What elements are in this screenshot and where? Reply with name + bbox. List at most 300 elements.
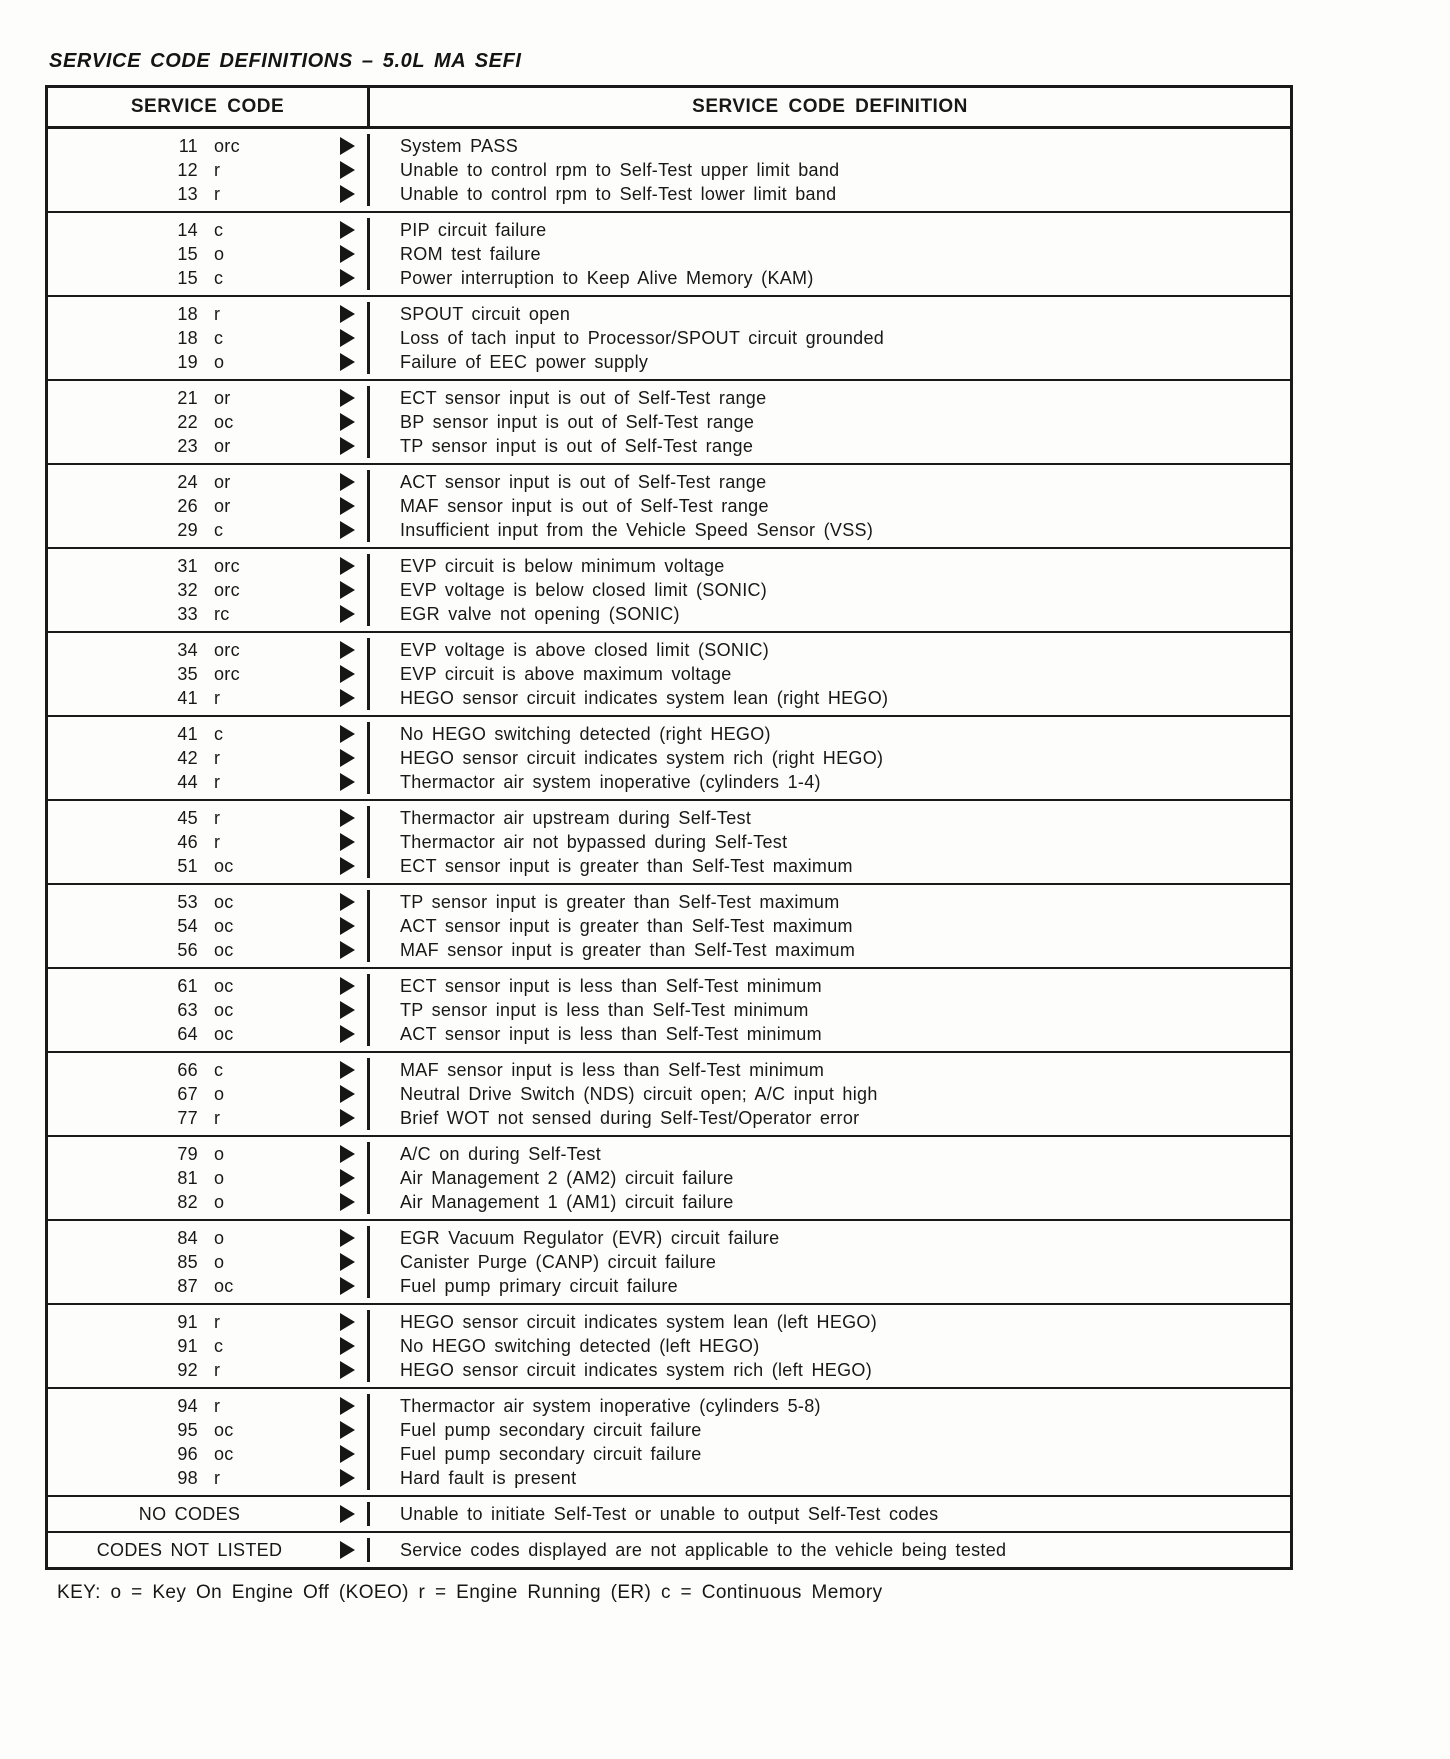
table-row xyxy=(48,1538,1290,1562)
code-number: 84 xyxy=(177,1228,198,1248)
arrow-icon xyxy=(340,1109,355,1127)
service-code-cell xyxy=(48,494,370,518)
table-row xyxy=(48,938,1290,962)
definition-text: Hard fault is present xyxy=(400,1468,577,1488)
definition-cell xyxy=(370,1106,1290,1130)
table-row xyxy=(48,434,1290,458)
code-group xyxy=(48,1531,1290,1567)
definition-cell xyxy=(370,770,1290,794)
table-row xyxy=(48,182,1290,206)
code-number: 87 xyxy=(177,1276,198,1296)
table-row xyxy=(48,302,1290,326)
code-number: 19 xyxy=(177,352,198,372)
table-row xyxy=(48,1082,1290,1106)
definition-text: BP sensor input is out of Self-Test range xyxy=(400,412,755,432)
definition-cell xyxy=(370,182,1290,206)
code-mode: or xyxy=(214,496,231,516)
arrow-icon xyxy=(340,1361,355,1379)
arrow-icon xyxy=(340,1229,355,1247)
definition-cell xyxy=(370,158,1290,182)
table-row xyxy=(48,1394,1290,1418)
service-code-cell xyxy=(48,182,370,206)
definition-text: EGR valve not opening (SONIC) xyxy=(400,604,680,624)
arrow-icon xyxy=(340,809,355,827)
definition-text: Brief WOT not sensed during Self-Test/Operator error xyxy=(400,1108,860,1128)
code-number: 98 xyxy=(177,1468,198,1488)
code-number: 85 xyxy=(177,1252,198,1272)
code-number: 23 xyxy=(177,436,198,456)
code-mode: oc xyxy=(214,412,234,432)
code-mode: oc xyxy=(214,1000,234,1020)
service-code-cell xyxy=(48,806,370,830)
service-code-cell xyxy=(48,1226,370,1250)
arrow-icon xyxy=(340,245,355,263)
code-mode: rc xyxy=(214,604,230,624)
code-label: NO CODES xyxy=(138,1504,241,1524)
table-row xyxy=(48,134,1290,158)
service-code-cell xyxy=(48,470,370,494)
code-number: 91 xyxy=(177,1336,198,1356)
code-mode: oc xyxy=(214,1420,234,1440)
definition-cell xyxy=(370,1142,1290,1166)
code-number: 94 xyxy=(177,1396,198,1416)
code-label: CODES NOT LISTED xyxy=(96,1540,283,1560)
service-code-cell xyxy=(48,1142,370,1166)
definition-text: HEGO sensor circuit indicates system rich (left HEGO) xyxy=(400,1360,873,1380)
code-number: 81 xyxy=(177,1168,198,1188)
service-code-cell xyxy=(48,638,370,662)
code-group xyxy=(48,1051,1290,1135)
definition-text: HEGO sensor circuit indicates system rich (right HEGO) xyxy=(400,748,884,768)
code-group xyxy=(48,715,1290,799)
code-group xyxy=(48,1219,1290,1303)
code-mode: oc xyxy=(214,892,234,912)
definition-text: A/C on during Self-Test xyxy=(400,1144,601,1164)
arrow-icon xyxy=(340,557,355,575)
definition-text: SPOUT circuit open xyxy=(400,304,571,324)
definition-text: Neutral Drive Switch (NDS) circuit open; A/C input high xyxy=(400,1084,878,1104)
code-mode: or xyxy=(214,472,231,492)
definition-cell xyxy=(370,1082,1290,1106)
definition-cell xyxy=(370,854,1290,878)
service-code-cell xyxy=(48,1022,370,1046)
arrow-icon xyxy=(340,1001,355,1019)
definition-cell xyxy=(370,1226,1290,1250)
column-header-definition: SERVICE CODE DEFINITION xyxy=(692,96,968,117)
code-number: 53 xyxy=(177,892,198,912)
service-code-cell xyxy=(48,602,370,626)
service-code-cell xyxy=(48,722,370,746)
definition-text: ACT sensor input is greater than Self-Test maximum xyxy=(400,916,853,936)
definition-text: HEGO sensor circuit indicates system lean (left HEGO) xyxy=(400,1312,878,1332)
arrow-icon xyxy=(340,1445,355,1463)
service-code-cell xyxy=(48,578,370,602)
table-row xyxy=(48,662,1290,686)
definition-text: PIP circuit failure xyxy=(400,220,547,240)
service-code-document xyxy=(45,50,1293,1604)
arrow-icon xyxy=(340,641,355,659)
table-row xyxy=(48,326,1290,350)
definition-text: Unable to control rpm to Self-Test lower limit band xyxy=(400,184,837,204)
table-row xyxy=(48,890,1290,914)
definition-cell xyxy=(370,410,1290,434)
definition-cell xyxy=(370,470,1290,494)
code-mode: r xyxy=(214,1108,221,1128)
code-mode: o xyxy=(214,1252,225,1272)
code-mode: r xyxy=(214,1312,221,1332)
service-code-cell xyxy=(48,974,370,998)
table-row xyxy=(48,1274,1290,1298)
definition-cell xyxy=(370,578,1290,602)
code-group xyxy=(48,1303,1290,1387)
table-row xyxy=(48,914,1290,938)
table-row xyxy=(48,494,1290,518)
service-code-cell xyxy=(48,914,370,938)
arrow-icon xyxy=(340,917,355,935)
arrow-icon xyxy=(340,893,355,911)
code-number: 12 xyxy=(177,160,198,180)
arrow-icon xyxy=(340,1169,355,1187)
code-number: 42 xyxy=(177,748,198,768)
code-number: 66 xyxy=(177,1060,198,1080)
service-code-cell xyxy=(48,770,370,794)
arrow-icon xyxy=(340,389,355,407)
definition-cell xyxy=(370,386,1290,410)
service-code-cell xyxy=(48,746,370,770)
arrow-icon xyxy=(340,353,355,371)
code-number: 61 xyxy=(177,976,198,996)
code-mode: oc xyxy=(214,1024,234,1044)
arrow-icon xyxy=(340,329,355,347)
definition-text: Power interruption to Keep Alive Memory (KAM) xyxy=(400,268,814,288)
service-code-cell xyxy=(48,1166,370,1190)
service-code-cell xyxy=(48,554,370,578)
definition-cell xyxy=(370,1334,1290,1358)
service-code-cell xyxy=(48,518,370,542)
code-number: 67 xyxy=(177,1084,198,1104)
table-row xyxy=(48,806,1290,830)
definition-cell xyxy=(370,434,1290,458)
table-row xyxy=(48,1310,1290,1334)
definition-text: TP sensor input is greater than Self-Test maximum xyxy=(400,892,840,912)
definition-cell xyxy=(370,1442,1290,1466)
code-mode: orc xyxy=(214,580,240,600)
code-mode: orc xyxy=(214,556,240,576)
arrow-icon xyxy=(340,305,355,323)
arrow-icon xyxy=(340,413,355,431)
service-code-cell xyxy=(48,218,370,242)
table-row xyxy=(48,1466,1290,1490)
code-number: 14 xyxy=(177,220,198,240)
service-code-cell xyxy=(48,242,370,266)
definition-cell xyxy=(370,494,1290,518)
definition-cell xyxy=(370,1190,1290,1214)
arrow-icon xyxy=(340,749,355,767)
table-row xyxy=(48,686,1290,710)
arrow-icon xyxy=(340,161,355,179)
code-number: 56 xyxy=(177,940,198,960)
code-group xyxy=(48,1135,1290,1219)
definition-text: EVP voltage is below closed limit (SONIC) xyxy=(400,580,768,600)
table-row xyxy=(48,974,1290,998)
code-number: 29 xyxy=(177,520,198,540)
service-code-cell xyxy=(48,662,370,686)
code-mode: c xyxy=(214,328,224,348)
definition-cell xyxy=(370,806,1290,830)
code-number: 13 xyxy=(177,184,198,204)
service-code-cell xyxy=(48,1538,370,1562)
definition-text: EVP circuit is below minimum voltage xyxy=(400,556,725,576)
code-number: 15 xyxy=(177,244,198,264)
table-row xyxy=(48,746,1290,770)
definition-cell xyxy=(370,350,1290,374)
code-group xyxy=(48,1495,1290,1531)
table-row xyxy=(48,518,1290,542)
code-group xyxy=(48,295,1290,379)
code-mode: or xyxy=(214,436,231,456)
code-group xyxy=(48,631,1290,715)
code-number: 32 xyxy=(177,580,198,600)
arrow-icon xyxy=(340,221,355,239)
service-code-cell xyxy=(48,410,370,434)
code-mode: orc xyxy=(214,640,240,660)
definition-cell xyxy=(370,218,1290,242)
table-header-row xyxy=(48,88,1290,129)
table-row xyxy=(48,386,1290,410)
definition-text: Air Management 2 (AM2) circuit failure xyxy=(400,1168,734,1188)
definition-text: EVP voltage is above closed limit (SONIC) xyxy=(400,640,770,660)
column-header-service-code: SERVICE CODE xyxy=(48,88,370,126)
code-group xyxy=(48,379,1290,463)
code-number: 95 xyxy=(177,1420,198,1440)
definition-text: ROM test failure xyxy=(400,244,541,264)
definition-cell xyxy=(370,554,1290,578)
code-number: 64 xyxy=(177,1024,198,1044)
definition-cell xyxy=(370,662,1290,686)
definition-cell xyxy=(370,1394,1290,1418)
code-mode: or xyxy=(214,388,231,408)
service-code-cell xyxy=(48,1442,370,1466)
service-code-cell xyxy=(48,266,370,290)
arrow-icon xyxy=(340,725,355,743)
page-title: SERVICE CODE DEFINITIONS – 5.0L MA SEFI xyxy=(49,50,522,72)
service-code-cell xyxy=(48,1502,370,1526)
table-row xyxy=(48,1022,1290,1046)
service-code-cell xyxy=(48,1358,370,1382)
arrow-icon xyxy=(340,1253,355,1271)
definition-text: ECT sensor input is greater than Self-Test maximum xyxy=(400,856,853,876)
table-row xyxy=(48,1358,1290,1382)
code-mode: c xyxy=(214,1060,224,1080)
definition-text: Unable to control rpm to Self-Test upper limit band xyxy=(400,160,840,180)
definition-text: ACT sensor input is out of Self-Test range xyxy=(400,472,767,492)
definition-text: ECT sensor input is out of Self-Test range xyxy=(400,388,767,408)
definition-cell xyxy=(370,302,1290,326)
code-mode: oc xyxy=(214,1276,234,1296)
service-code-cell xyxy=(48,1418,370,1442)
service-code-cell xyxy=(48,1082,370,1106)
code-mode: o xyxy=(214,1144,225,1164)
code-mode: oc xyxy=(214,976,234,996)
definition-text: Failure of EEC power supply xyxy=(400,352,649,372)
service-code-cell xyxy=(48,302,370,326)
arrow-icon xyxy=(340,137,355,155)
definition-cell xyxy=(370,1274,1290,1298)
definition-text: ACT sensor input is less than Self-Test minimum xyxy=(400,1024,822,1044)
arrow-icon xyxy=(340,473,355,491)
code-number: 26 xyxy=(177,496,198,516)
arrow-icon xyxy=(340,1421,355,1439)
definition-text: Thermactor air system inoperative (cylinders 1-4) xyxy=(400,772,821,792)
service-code-cell xyxy=(48,386,370,410)
code-mode: orc xyxy=(214,136,240,156)
definition-text: System PASS xyxy=(400,136,519,156)
definition-text: Loss of tach input to Processor/SPOUT circuit grounded xyxy=(400,328,885,348)
definition-cell xyxy=(370,938,1290,962)
definition-cell xyxy=(370,602,1290,626)
code-number: 92 xyxy=(177,1360,198,1380)
definition-text: Thermactor air not bypassed during Self-Test xyxy=(400,832,788,852)
code-number: 77 xyxy=(177,1108,198,1128)
definition-text: EGR Vacuum Regulator (EVR) circuit failure xyxy=(400,1228,780,1248)
code-group xyxy=(48,799,1290,883)
arrow-icon xyxy=(340,1313,355,1331)
definition-text: Unable to initiate Self-Test or unable to output Self-Test codes xyxy=(400,1504,939,1524)
arrow-icon xyxy=(340,605,355,623)
code-group xyxy=(48,883,1290,967)
table-row xyxy=(48,998,1290,1022)
code-number: 18 xyxy=(177,304,198,324)
service-code-cell xyxy=(48,1250,370,1274)
arrow-icon xyxy=(340,269,355,287)
definition-text: Fuel pump primary circuit failure xyxy=(400,1276,678,1296)
key-legend: KEY: o = Key On Engine Off (KOEO) r = Engine Running (ER) c = Continuous Memory xyxy=(57,1582,883,1603)
definition-cell xyxy=(370,518,1290,542)
table-row xyxy=(48,1226,1290,1250)
service-code-cell xyxy=(48,1466,370,1490)
table-row xyxy=(48,638,1290,662)
service-code-table-body xyxy=(48,129,1290,1567)
definition-text: Canister Purge (CANP) circuit failure xyxy=(400,1252,717,1272)
code-mode: oc xyxy=(214,856,234,876)
service-code-cell xyxy=(48,326,370,350)
table-row xyxy=(48,158,1290,182)
table-row xyxy=(48,1190,1290,1214)
definition-cell xyxy=(370,1502,1290,1526)
code-mode: o xyxy=(214,244,225,264)
table-row xyxy=(48,770,1290,794)
code-mode: c xyxy=(214,520,224,540)
service-code-cell xyxy=(48,134,370,158)
arrow-icon xyxy=(340,497,355,515)
code-mode: c xyxy=(214,724,224,744)
table-row xyxy=(48,602,1290,626)
arrow-icon xyxy=(340,857,355,875)
code-number: 33 xyxy=(177,604,198,624)
service-code-cell xyxy=(48,686,370,710)
service-code-cell xyxy=(48,1274,370,1298)
table-row xyxy=(48,1418,1290,1442)
definition-cell xyxy=(370,1358,1290,1382)
code-number: 54 xyxy=(177,916,198,936)
table-row xyxy=(48,1166,1290,1190)
code-number: 63 xyxy=(177,1000,198,1020)
code-group xyxy=(48,967,1290,1051)
arrow-icon xyxy=(340,977,355,995)
table-row xyxy=(48,578,1290,602)
definition-cell xyxy=(370,746,1290,770)
service-code-cell xyxy=(48,1310,370,1334)
definition-cell xyxy=(370,1058,1290,1082)
definition-text: No HEGO switching detected (left HEGO) xyxy=(400,1336,760,1356)
service-code-cell xyxy=(48,830,370,854)
definition-text: MAF sensor input is less than Self-Test minimum xyxy=(400,1060,825,1080)
code-mode: r xyxy=(214,772,221,792)
code-mode: r xyxy=(214,160,221,180)
code-mode: c xyxy=(214,220,224,240)
table-row xyxy=(48,1334,1290,1358)
code-mode: o xyxy=(214,1084,225,1104)
code-number: 41 xyxy=(177,688,198,708)
code-number: 35 xyxy=(177,664,198,684)
definition-cell xyxy=(370,686,1290,710)
definition-cell xyxy=(370,974,1290,998)
code-mode: c xyxy=(214,1336,224,1356)
definition-cell xyxy=(370,1022,1290,1046)
code-mode: r xyxy=(214,1468,221,1488)
code-mode: r xyxy=(214,808,221,828)
definition-text: Service codes displayed are not applicable to the vehicle being tested xyxy=(400,1540,1007,1560)
code-group xyxy=(48,547,1290,631)
definition-cell xyxy=(370,1538,1290,1562)
service-code-cell xyxy=(48,1106,370,1130)
definition-text: Insufficient input from the Vehicle Speed Sensor (VSS) xyxy=(400,520,874,540)
service-code-cell xyxy=(48,998,370,1022)
code-mode: r xyxy=(214,184,221,204)
code-number: 18 xyxy=(177,328,198,348)
definition-cell xyxy=(370,326,1290,350)
code-mode: r xyxy=(214,304,221,324)
code-number: 45 xyxy=(177,808,198,828)
table-row xyxy=(48,470,1290,494)
table-row xyxy=(48,1442,1290,1466)
definition-cell xyxy=(370,914,1290,938)
definition-text: Fuel pump secondary circuit failure xyxy=(400,1420,702,1440)
code-number: 41 xyxy=(177,724,198,744)
definition-cell xyxy=(370,266,1290,290)
code-mode: r xyxy=(214,688,221,708)
arrow-icon xyxy=(340,521,355,539)
arrow-icon xyxy=(340,941,355,959)
arrow-icon xyxy=(340,1061,355,1079)
arrow-icon xyxy=(340,581,355,599)
code-group xyxy=(48,211,1290,295)
code-mode: orc xyxy=(214,664,240,684)
arrow-icon xyxy=(340,1025,355,1043)
code-number: 34 xyxy=(177,640,198,660)
definition-text: No HEGO switching detected (right HEGO) xyxy=(400,724,771,744)
code-number: 24 xyxy=(177,472,198,492)
table-row xyxy=(48,830,1290,854)
arrow-icon xyxy=(340,833,355,851)
code-number: 46 xyxy=(177,832,198,852)
definition-cell xyxy=(370,242,1290,266)
service-code-cell xyxy=(48,1394,370,1418)
code-mode: r xyxy=(214,1396,221,1416)
code-number: 15 xyxy=(177,268,198,288)
definition-cell xyxy=(370,1310,1290,1334)
arrow-icon xyxy=(340,1541,355,1559)
